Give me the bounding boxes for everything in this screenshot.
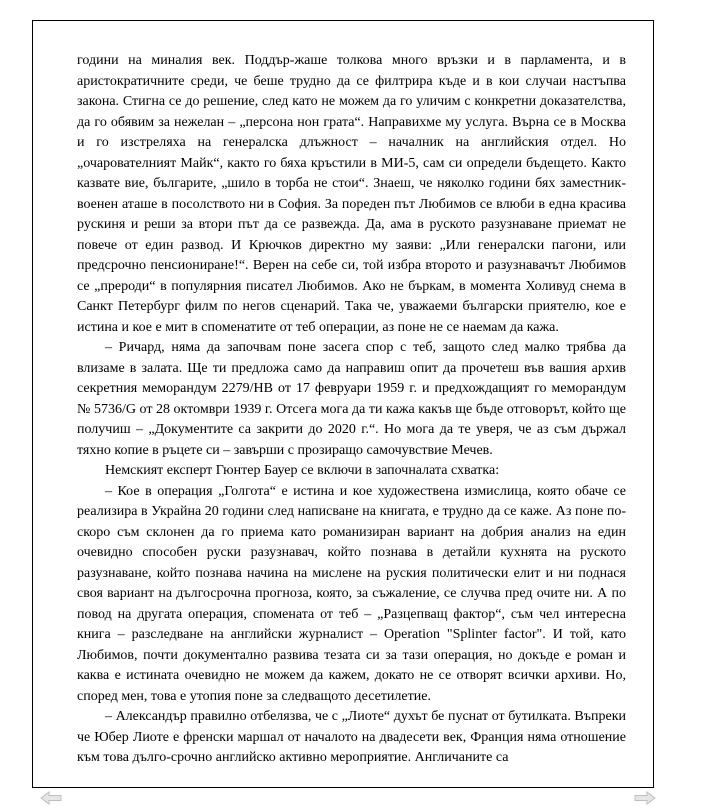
page-text	[77, 51, 626, 769]
document-page	[32, 20, 654, 788]
arrow-right-icon	[634, 791, 656, 805]
paragraph-5: – Александър правилно отбелязва, че с „Лиоте“ духът бе пуснат от бутилката. Въпреки че Юбер Лиоте е френски маршал от началото на двадесети век, Франция няма отношение към това дълго-срочно английско активно мероприятие. Англичаните са	[77, 709, 626, 765]
paragraph-2: – Ричард, няма да започвам поне засега спор с теб, защото след малко трябва да влизаме в залата. Ще ти предложа само да направиш опит да прочетеш във вашия архив секретния меморандум 2279/НВ от 17 февруари 1959 г. и предхождащият го меморандум № 5736/G от 28 октомври 1939 г. Отсега мога да ти кажа какъв ще бъде отговорът, който ще получиш – „Документите са закрити до 2020 г.“. Но мога да те уверя, че аз съм държал тяхно копие в ръцете си – завърши с прозиращо самочувствие Мечев.	[77, 340, 626, 458]
paragraph-3: Немският експерт Гюнтер Бауер се включи в започналата схватка:	[105, 463, 500, 478]
next-page-button[interactable]	[634, 791, 656, 805]
previous-page-button[interactable]	[40, 791, 62, 805]
paragraph-4: – Кое в операция „Голгота“ е истина и кое художествена измислица, която обаче се реализира в Украйна 20 години след написване на книгата, е трудно да се каже. Аз поне по-скоро съм склонен да го приема като романизиран вариант на добрия анализ на един очевидно способен руски разузнавач, който познава в детайли кухнята на руското разузнаване, който познава начина на мислене на руския политически елит и ни поднася своя вариант на дългосрочна прогноза, която, за съжаление, се случва пред очите ни. А по повод на другата операция, спомената от теб – „Разцепващ фактор“, съм чел интересна книга – разследване на английски журналист – Operation "Splinter factor". И той, като Любимов, почти документално развива тезата си за тази операция, но докъде е роман и каква е истината очевидно не можем да кажем, докато не се отворят всички архиви. Но, според мен, това е утопия поне за следващото десетилетие.	[77, 483, 626, 704]
paragraph-1: години на миналия век. Поддър-жаше толкова много връзки и в парламента, и в аристократичните среди, че беше трудно да се филтрира къде и в кои случаи настъпва закона. Стигна се до решение, след като не можем да го уличим с конкретни доказателства, да го обявим за нежелан – „персона нон грата“. Направихме му услуга. Върна се в Москва и го изстреляха на генералска длъжност – началник на английския отдел. Но „очарователният Майк“, както го бяха кръстили в МИ-5, сам си определи бъдещето. Както казвате вие, българите, „шило в торба не стои“. Знаеш, че няколко години бях заместник-военен аташе в посолството ни в София. За пореден път Любимов се влюби в една красива рускиня и реши за втори път да се развежда. Да, ама в руското разузнаване приемат не повече от един развод. И Крючков директно му заяви: „Или генералски пагони, или предсрочно пенсиониране!“. Верен на себе си, той избра второто и разузнавачът Любимов се „прероди“ в популярния писател Любимов. Ако не бъркам, в момента Холивуд снема в Санкт Петербург филм по негов сценарий. Така че, уважаеми български приятелю, кое е истина и кое е мит в споменатите от теб операции, аз поне не се наемам да кажа.	[77, 53, 626, 335]
arrow-left-icon	[40, 791, 62, 805]
